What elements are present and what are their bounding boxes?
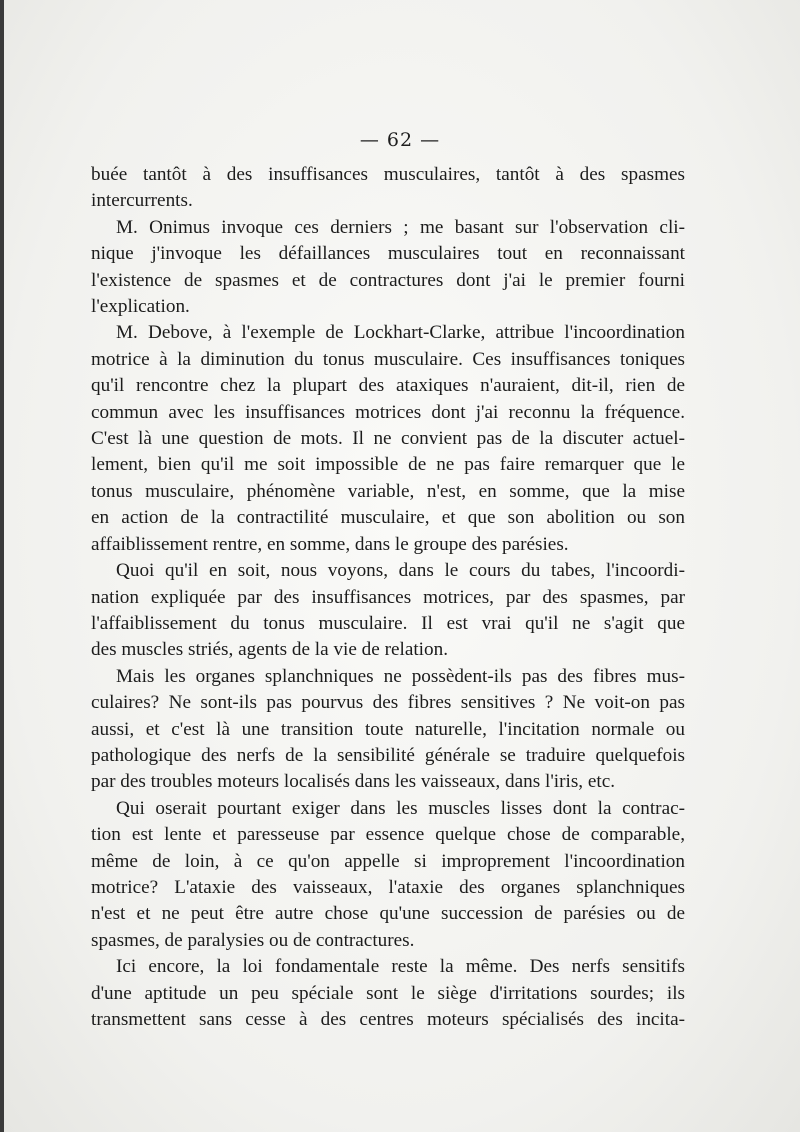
paragraph-line: l'affaiblissement du tonus musculaire. Il est vrai qu'il ne s'agit que	[91, 612, 685, 634]
paragraph-line: l'explication.	[91, 296, 190, 318]
paragraph-line: des muscles striés, agents de la vie de relation.	[91, 639, 448, 661]
paragraph-line: commun avec les insuffisances motrices dont j'ai reconnu la fréquence.	[91, 401, 685, 423]
paragraph-line: tion est lente et paresseuse par essence quelque chose de comparable,	[91, 824, 685, 846]
paragraph-line: intercurrents.	[91, 190, 193, 212]
paragraph-line: culaires? Ne sont-ils pas pourvus des fibres sensitives ? Ne voit-on pas	[91, 692, 685, 714]
paragraph-line: Mais les organes splanchniques ne possèdent-ils pas des fibres mus-	[116, 665, 685, 687]
paragraph-line: M. Debove, à l'exemple de Lockhart-Clarke, attribue l'incoordination	[116, 322, 685, 344]
paragraph-line: transmettent sans cesse à des centres moteurs spécialisés des incita-	[91, 1009, 685, 1030]
paragraph-line: nique j'invoque les défaillances musculaires tout en reconnaissant	[91, 243, 685, 265]
paragraph-line: d'une aptitude un peu spéciale sont le siège d'irritations sourdes; ils	[91, 982, 685, 1004]
paragraph-line: nation expliquée par des insuffisances motrices, par des spasmes, par	[91, 586, 685, 608]
paragraph-line: Ici encore, la loi fondamentale reste la même. Des nerfs sensitifs	[116, 956, 685, 978]
scan-edge	[0, 0, 4, 1132]
paragraph-line: spasmes, de paralysies ou de contractures.	[91, 929, 415, 951]
paragraph-line: qu'il rencontre chez la plupart des ataxiques n'auraient, dit-il, rien de	[91, 375, 685, 397]
paragraph-line: motrice à la diminution du tonus musculaire. Ces insuffisances toniques	[91, 348, 685, 370]
paragraph-line: Qui oserait pourtant exiger dans les muscles lisses dont la contrac-	[116, 797, 685, 819]
paragraph-line: en action de la contractilité musculaire, et que son abolition ou son	[91, 507, 685, 529]
paragraph-line: aussi, et c'est là une transition toute naturelle, l'incitation normale ou	[91, 718, 685, 740]
paragraph-line: n'est et ne peut être autre chose qu'une succession de parésies ou de	[91, 903, 685, 925]
paragraph-line: tonus musculaire, phénomène variable, n'est, en somme, que la mise	[91, 480, 685, 502]
paragraph-line: affaiblissement rentre, en somme, dans le groupe des parésies.	[91, 533, 569, 555]
paragraph-line: même de loin, à ce qu'on appelle si improprement l'incoordination	[91, 850, 685, 872]
paragraph-line: Quoi qu'il en soit, nous voyons, dans le cours du tabes, l'incoordi-	[116, 560, 685, 582]
paragraph-line: l'existence de spasmes et de contractures dont j'ai le premier fourni	[91, 269, 685, 291]
page-body-text	[91, 162, 685, 1033]
paragraph-line: M. Onimus invoque ces derniers ; me basant sur l'observation cli-	[116, 216, 685, 238]
paragraph-line: C'est là une question de mots. Il ne convient pas de la discuter actuel-	[91, 428, 685, 450]
paragraph-line: pathologique des nerfs de la sensibilité générale se traduire quelquefois	[91, 744, 685, 766]
paragraph-line: par des troubles moteurs localisés dans les vaisseaux, dans l'iris, etc.	[91, 771, 616, 793]
paragraph-line: buée tantôt à des insuffisances musculaires, tantôt à des spasmes	[91, 164, 685, 185]
paragraph-line: lement, bien qu'il me soit impossible de ne pas faire remarquer que le	[91, 454, 685, 476]
page-number: — 62 —	[359, 129, 441, 151]
paragraph-line: motrice? L'ataxie des vaisseaux, l'ataxie des organes splanchniques	[91, 876, 685, 898]
